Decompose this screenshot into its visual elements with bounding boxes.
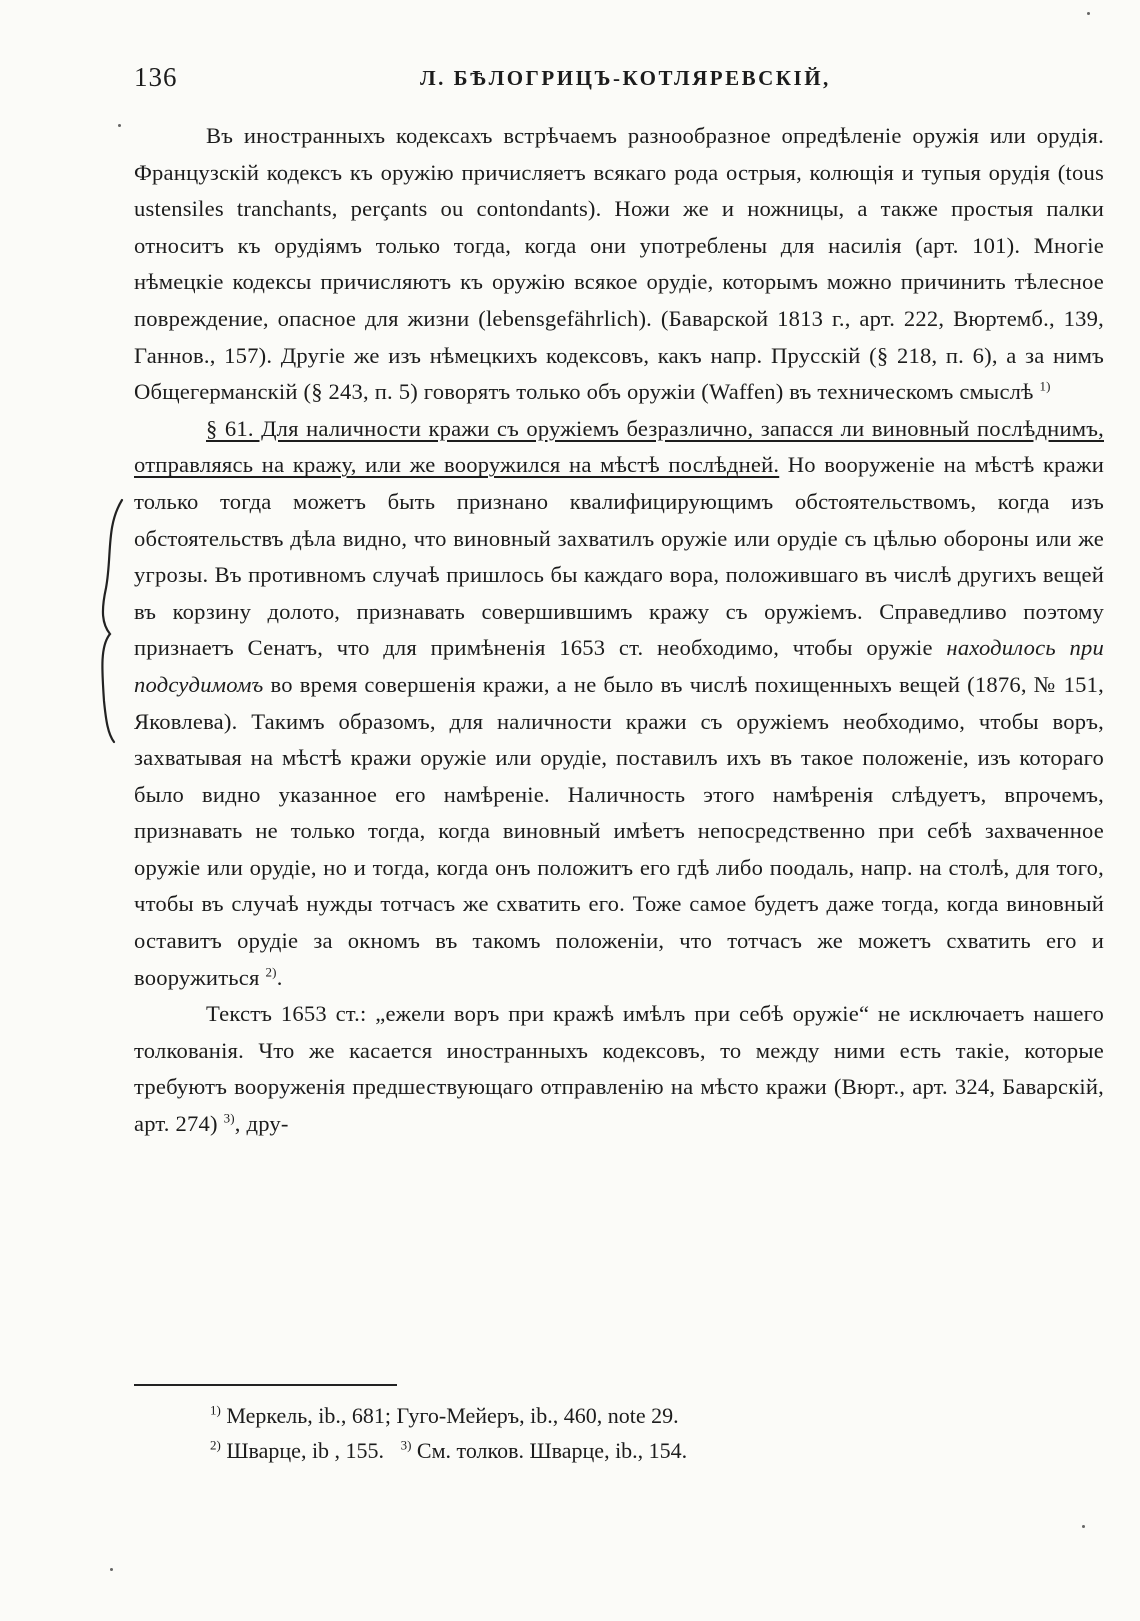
main-text — [134, 118, 1104, 1143]
scan-speck — [1082, 1525, 1085, 1528]
italic-phrase: находилось при подсудимомъ — [134, 635, 1104, 697]
page-number: 136 — [134, 62, 178, 92]
footnote-2-3 — [210, 1433, 1090, 1468]
scan-speck — [118, 124, 121, 127]
footnote-mark: 2) — [210, 1437, 221, 1453]
paragraph-foreign-codes — [134, 118, 1104, 411]
running-title: Л. БѢЛОГРИЦЪ-КОТЛЯРЕВСКІЙ, — [420, 66, 831, 90]
footnote-text: См. толков. Шварце, ib., 154. — [411, 1438, 688, 1463]
footnote-ref: 3) — [223, 1110, 235, 1126]
footnotes — [210, 1398, 1090, 1468]
paragraph-article-1653 — [134, 996, 1104, 1142]
footnote-1 — [210, 1398, 1090, 1433]
paragraph-text: Въ иностранныхъ кодексахъ встрѣчаемъ разнообразное опредѣленіе оружія или орудія. Французскій кодексъ къ оружію причисляетъ всякаго рода острыя, колющія и тупыя орудія (tous ustensiles tranchants, perçants ou contondants). Ножи же и ножницы, а также простыя палки относитъ къ орудіямъ только тогда, когда они употреблены для насилія (арт. 101). Многіе нѣмецкіе кодексы причисляютъ къ оружію всякое орудіе, которымъ можно причинить тѣлесное повреждение, опасное для жизни (lebensgefährlich). (Баварской 1813 г., арт. 222, Вюртемб., 139, Ганнов., 157). Другіе же изъ нѣмецкихъ кодексовъ, какъ напр. Прусскій (§ 218, п. 6), а за нимъ Общегерманскій (§ 243, п. 5) говорятъ только объ оружіи (Waffen) въ техническомъ смыслѣ — [134, 123, 1104, 405]
underlined-passage: § 61. Для наличности кражи съ оружіемъ безразлично, запасся ли виновный послѣднимъ, отправляясь на кражу, или же вооружился на мѣстѣ послѣдней. — [134, 415, 1104, 478]
paragraph-text: во время совершенія кражи, а не было въ числѣ похищенныхъ вещей (1876, № 151, Яковлева). Такимъ образомъ, для наличности кражи съ оружіемъ необходимо, чтобы воръ, захватывая на мѣстѣ кражи оружіе или орудіе, поставилъ ихъ въ такое положеніе, изъ котораго было видно указанное его намѣреніе. Наличность этого намѣренія слѣдуетъ, впрочемъ, признавать не только тогда, когда виновный имѣетъ непосредственно при себѣ захваченное оружіе или орудіе, но и тогда, когда онъ положитъ его гдѣ либо поодаль, напр. на столѣ, для того, чтобы въ случаѣ нужды тотчасъ же схватить его. Тоже самое будетъ даже тогда, когда виновный оставитъ орудіе за окномъ въ такомъ положеніи, что тотчасъ же можетъ схватить его и вооружиться — [134, 671, 1104, 990]
footnote-text: Меркель, ib., 681; Гуго-Мейеръ, ib., 460, note 29. — [220, 1403, 679, 1428]
scan-speck — [110, 1568, 113, 1571]
paragraph-tail: , дру- — [234, 1111, 289, 1137]
scan-speck — [1087, 12, 1090, 15]
footnote-ref: 2) — [265, 964, 277, 980]
footnote-mark: 3) — [400, 1437, 412, 1453]
paragraph-tail: . — [276, 964, 283, 990]
footnote-text: Шварце, ib , 155. — [220, 1438, 385, 1463]
footnote-ref: 1) — [1039, 378, 1051, 394]
paragraph-text: Но вооруженіе на мѣстѣ кражи только тогда можетъ быть признано квалифицирующимъ обстоятельствомъ, когда изъ обстоятельствъ дѣла видно, что виновный захватилъ оружіе или орудіе съ цѣлью обороны или же угрозы. Въ противномъ случаѣ пришлось бы каждаго вора, положившаго въ числѣ другихъ вещей въ корзину долото, признавать совершившимъ кражу съ оружіемъ. Справедливо поэтому признаетъ Сенатъ, что для примѣненія 1653 ст. необходимо, чтобы оружіе — [134, 452, 1104, 661]
paragraph-section-61 — [134, 411, 1104, 997]
paragraph-text: Текстъ 1653 ст.: „ежели воръ при кражѣ имѣлъ при себѣ оружіе“ не исключаетъ нашего толкованія. Что же касается иностранныхъ кодексовъ, то между ними есть такіе, которые требуютъ вооруженія предшествующаго отправленію на мѣсто кражи (Вюрт., арт. 324, Баварскій, арт. 274) — [134, 1001, 1104, 1137]
footnote-separator — [134, 1384, 397, 1386]
footnote-mark: 1) — [210, 1402, 221, 1418]
margin-bracket-mark — [96, 496, 128, 746]
page-header — [134, 62, 1104, 98]
